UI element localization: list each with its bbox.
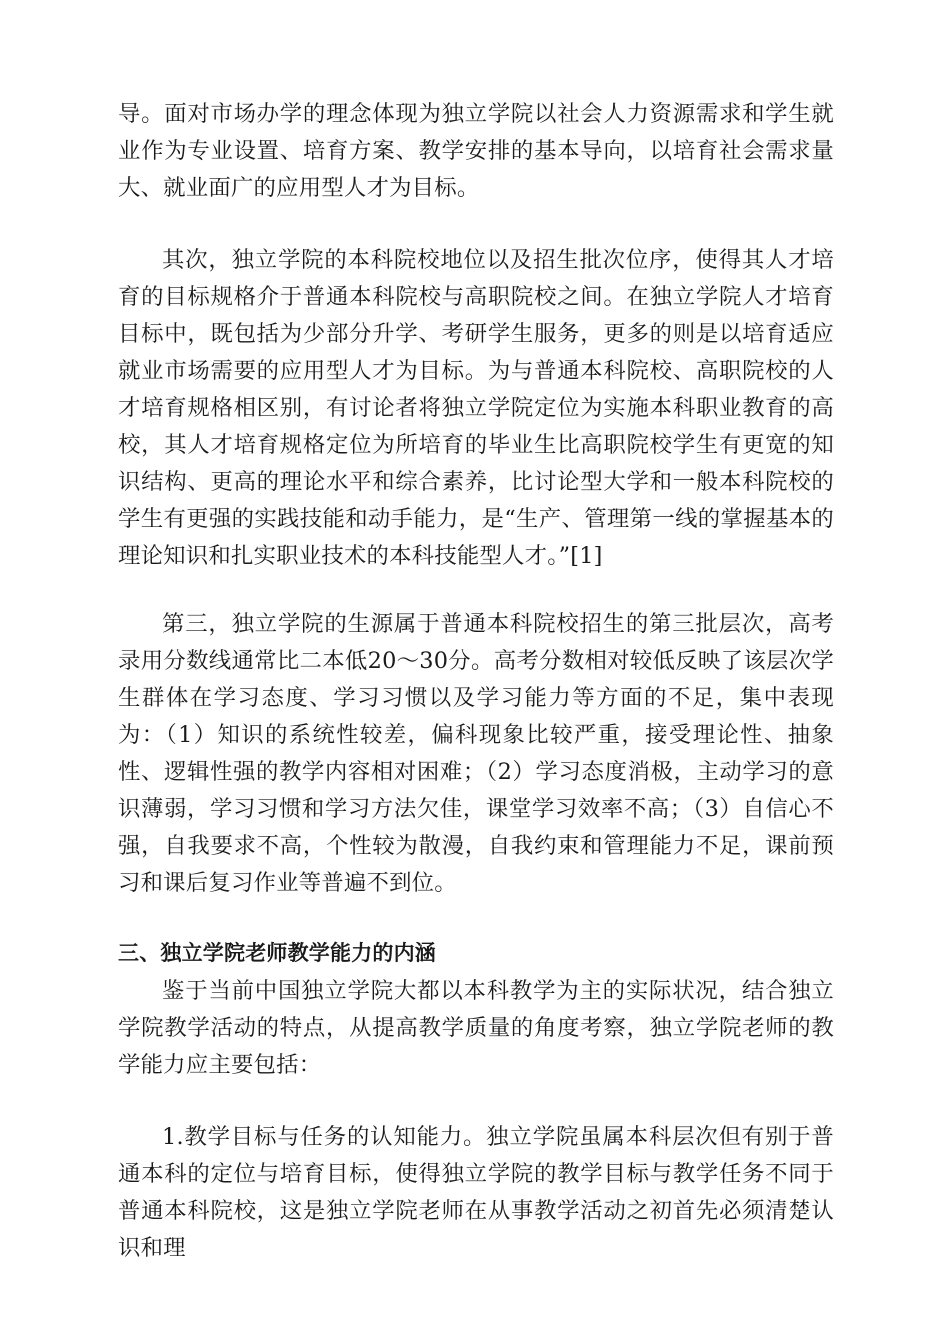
paragraph-section-intro: 鉴于当前中国独立学院大都以本科教学为主的实际状况，结合独立学院教学活动的特点，从提高教学质量的角度考察，独立学院老师的教学能力应主要包括：	[118, 978, 834, 1078]
paragraph-third-point: 第三，独立学院的生源属于普通本科院校招生的第三批层次，高考录用分数线通常比二本低20～30分。高考分数相对较低反映了该层次学生群体在学习态度、学习习惯以及学习能力等方面的不足，集中表现为：（1）知识的系统性较差，偏科现象比较严重，接受理论性、抽象性、逻辑性强的教学内容相对困难；（2）学习态度消极，主动学习的意识薄弱，学习习惯和学习方法欠佳，课堂学习效率不高；（3）自信心不强，自我要求不高，个性较为散漫，自我约束和管理能力不足，课前预习和课后复习作业等普遍不到位。	[118, 611, 834, 896]
paragraph-item-1: 1.教学目标与任务的认知能力。独立学院虽属本科层次但有别于普通本科的定位与培育目标，使得独立学院的教学目标与教学任务不同于普通本科院校，这是独立学院老师在从事教学活动之初首先必须清楚认识和理	[118, 1124, 834, 1261]
paragraph-second-point: 其次，独立学院的本科院校地位以及招生批次位序，使得其人才培育的目标规格介于普通本科院校与高职院校之间。在独立学院人才培育目标中，既包括为少部分升学、考研学生服务，更多的则是以培育适应就业市场需要的应用型人才为目标。为与普通本科院校、高职院校的人才培育规格相区别，有讨论者将独立学院定位为实施本科职业教育的高校，其人才培育规格定位为所培育的毕业生比高职院校学生有更宽的知识结构、更高的理论水平和综合素养，比讨论型大学和一般本科院校的学生有更强的实践技能和动手能力，是“生产、管理第一线的掌握基本的理论知识和扎实职业技术的本科技能型人才。”[1]	[118, 247, 834, 569]
paragraph-continuation: 导。面对市场办学的理念体现为独立学院以社会人力资源需求和学生就业作为专业设置、培育方案、教学安排的基本导向，以培育社会需求量大、就业面广的应用型人才为目标。	[118, 101, 834, 201]
section-heading: 三、独立学院老师教学能力的内涵	[118, 941, 436, 965]
